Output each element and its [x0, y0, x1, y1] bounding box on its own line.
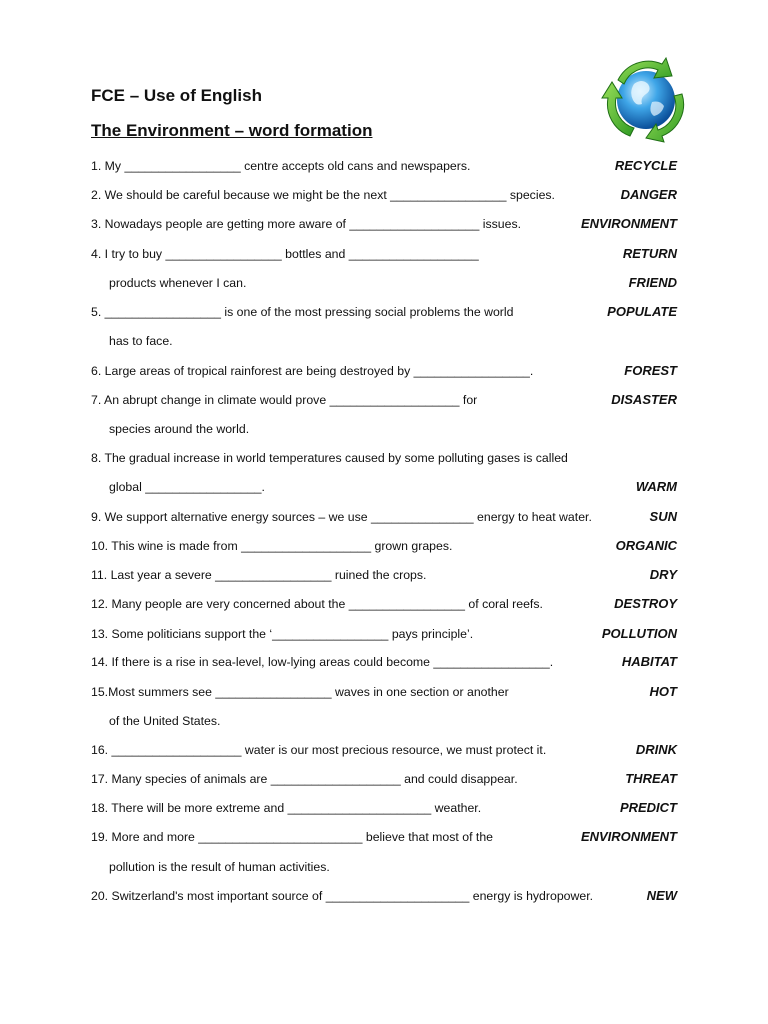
keyword-root-word: FOREST: [624, 363, 677, 378]
exercise-line: [0, 391, 768, 409]
exercise-sentence: 13. Some politicians support the ‘_________________ pays principle’.: [91, 627, 474, 641]
exercise-line: [0, 215, 768, 233]
keyword-root-word: NEW: [646, 888, 677, 903]
keyword-root-word: ORGANIC: [615, 538, 677, 553]
exercise-line: [0, 186, 768, 204]
exercise-line: [0, 420, 768, 438]
keyword-root-word: HABITAT: [621, 654, 677, 669]
exercise-sentence: 8. The gradual increase in world temperatures caused by some polluting gases is called: [91, 451, 568, 465]
exercise-sentence: 2. We should be careful because we might be the next _________________ species.: [91, 188, 555, 202]
exercise-sentence: 10. This wine is made from ___________________ grown grapes.: [91, 539, 453, 553]
exercise-sentence: 5. _________________ is one of the most pressing social problems the world: [91, 305, 514, 319]
exercise-line: [0, 508, 768, 526]
exercise-line: [0, 566, 768, 584]
exercise-sentence: 17. Many species of animals are ___________________ and could disappear.: [91, 772, 518, 786]
exercise-line: [0, 245, 768, 263]
exercise-sentence: 9. We support alternative energy sources – we use _______________ energy to heat water.: [91, 510, 592, 524]
exercise-sentence: 12. Many people are very concerned about the _________________ of coral reefs.: [91, 597, 543, 611]
page-subtitle: The Environment – word formation: [91, 121, 373, 140]
page-title: FCE – Use of English: [91, 86, 262, 105]
keyword-root-word: WARM: [635, 479, 677, 494]
exercise-line: [0, 157, 768, 175]
exercise-line: [0, 625, 768, 643]
exercise-line: [0, 449, 768, 467]
exercise-sentence: 4. I try to buy _________________ bottles and ___________________: [91, 247, 479, 261]
exercise-line: [0, 274, 768, 292]
keyword-root-word: ENVIRONMENT: [580, 216, 677, 231]
keyword-root-word: DANGER: [620, 187, 677, 202]
exercise-sentence: 15.Most summers see _________________ waves in one section or another: [91, 685, 509, 699]
exercise-sentence: 6. Large areas of tropical rainforest are being destroyed by _________________.: [91, 364, 534, 378]
exercise-line: [0, 858, 768, 876]
keyword-root-word: PREDICT: [619, 800, 677, 815]
exercise-sentence: 1. My _________________ centre accepts old cans and newspapers.: [91, 159, 471, 173]
keyword-root-word: POPULATE: [607, 304, 677, 319]
exercise-sentence: pollution is the result of human activities.: [109, 860, 330, 874]
exercise-line: [0, 362, 768, 380]
exercise-line: [0, 653, 768, 671]
exercise-line: [0, 537, 768, 555]
exercise-sentence: products whenever I can.: [109, 276, 247, 290]
exercise-line: [0, 595, 768, 613]
exercise-line: [0, 828, 768, 846]
keyword-root-word: RETURN: [622, 246, 677, 261]
keyword-root-word: DRINK: [635, 742, 677, 757]
exercise-line: [0, 712, 768, 730]
keyword-root-word: ENVIRONMENT: [580, 829, 677, 844]
exercise-sentence: 14. If there is a rise in sea-level, low-lying areas could become _________________.: [91, 655, 554, 669]
exercise-sentence: 3. Nowadays people are getting more aware of ___________________ issues.: [91, 217, 522, 231]
exercise-sentence: 11. Last year a severe _________________ ruined the crops.: [91, 568, 427, 582]
keyword-root-word: SUN: [649, 509, 677, 524]
exercise-line: [0, 332, 768, 350]
keyword-root-word: POLLUTION: [601, 626, 677, 641]
exercise-line: [0, 887, 768, 905]
exercise-sentence: 7. An abrupt change in climate would prove ___________________ for: [91, 393, 478, 407]
keyword-root-word: THREAT: [625, 771, 677, 786]
keyword-root-word: DISASTER: [611, 392, 677, 407]
exercise-sentence: global _________________.: [109, 480, 265, 494]
exercise-sentence: species around the world.: [109, 422, 250, 436]
exercise-sentence: of the United States.: [109, 714, 221, 728]
keyword-root-word: DESTROY: [614, 596, 677, 611]
exercise-line: [0, 683, 768, 701]
exercise-line: [0, 741, 768, 759]
exercise-sentence: 18. There will be more extreme and _____________________ weather.: [91, 801, 482, 815]
exercise-line: [0, 478, 768, 496]
exercise-sentence: 16. ___________________ water is our most precious resource, we must protect it.: [91, 743, 547, 757]
exercise-sentence: 20. Switzerland's most important source of _____________________ energy is hydropower.: [91, 889, 594, 903]
exercise-line: [0, 770, 768, 788]
keyword-root-word: DRY: [649, 567, 677, 582]
keyword-root-word: FRIEND: [628, 275, 677, 290]
exercise-line: [0, 799, 768, 817]
keyword-root-word: HOT: [649, 684, 677, 699]
exercise-line: [0, 303, 768, 321]
exercise-sentence: has to face.: [109, 334, 173, 348]
keyword-root-word: RECYCLE: [614, 158, 677, 173]
exercise-sentence: 19. More and more ________________________ believe that most of the: [91, 830, 494, 844]
